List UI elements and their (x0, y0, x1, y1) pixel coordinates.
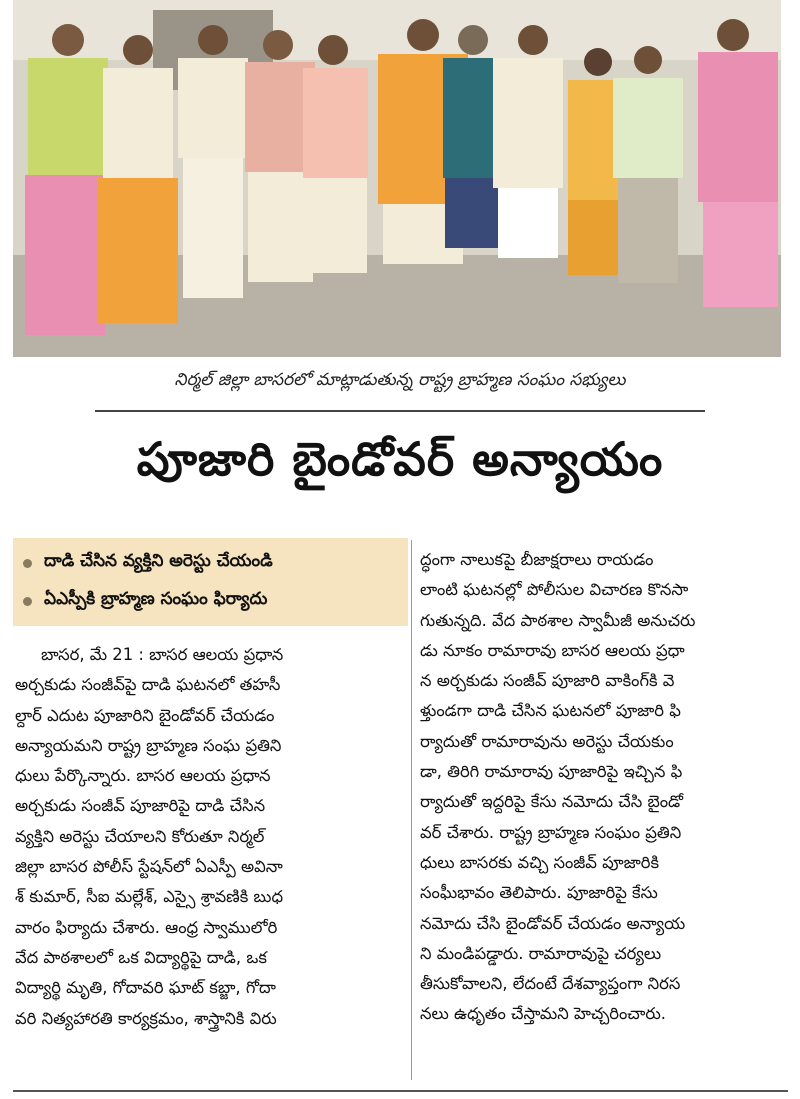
body-line: ద్ధంగా నాలుకపై బీజాక్షరాలు రాయడం (420, 550, 654, 569)
body-line: అర్చకుడు సంజీవ్‌పై దాడి ఘటనలో తహసీ (15, 675, 281, 695)
highlight-item (23, 544, 398, 582)
body-line: ధులు పేర్కొన్నారు. బాసర ఆలయ ప్రధాన (15, 766, 271, 786)
body-line: జిల్లా బాసర పోలీస్ స్టేషన్‌లో ఏఎస్పీ అవినా (15, 857, 283, 877)
body-line: వరి నిత్యహారతి కార్యక్రమం, శాస్త్రానికి విరు (15, 1008, 277, 1028)
bullet-icon (23, 597, 32, 606)
body-line: నమోదు చేసి బైండోవర్ చేయడం అన్యాయ (420, 913, 686, 933)
body-line: గుతున్నది. వేద పాఠశాల స్వామీజీ అనుచరు (420, 610, 696, 630)
body-line: డు నూకం రామారావు బాసర ఆలయ ప్రధా (420, 640, 685, 660)
highlight-text: దాడి చేసిన వ్యక్తిని అరెస్టు చేయండి (44, 551, 273, 571)
article-headline: పూజారి బైండోవర్ అన్యాయం (136, 432, 664, 486)
body-line: ర్యాదుతో రామారావును అరెస్టు చేయకుం (420, 731, 674, 751)
group-photo (13, 0, 781, 357)
body-line: అన్యాయమని రాష్ట్ర బ్రాహ్మణ సంఘ ప్రతిని (15, 735, 282, 755)
body-line: వ్యక్తిని అరెస్టు చేయాలని కోరుతూ నిర్మల్ (15, 826, 265, 846)
column-divider (411, 540, 412, 1080)
body-line: ధులు బాసరకు వచ్చి సంజీవ్ పూజారికి (420, 852, 659, 872)
body-line: ల్దార్ ఎదుట పూజారిని బైండోవర్ చేయడం (15, 705, 275, 725)
bullet-icon (23, 559, 32, 568)
bottom-divider (13, 1090, 788, 1092)
body-line: ళ్తుండగా దాడి చేసిన ఘటనలో పూజారి ఫి (420, 701, 681, 721)
body-line: బాసర, మే 21 : బాసర ఆలయ ప్రధాన (15, 645, 284, 664)
body-line: సంఘీభావం తెలిపారు. పూజారిపై కేసు (420, 883, 658, 903)
photo-caption: నిర్మల్ జిల్లా బాసరలో మాట్లాడుతున్న రాష్ట్ర బ్రాహ్మణ సంఘం సభ్యులు (174, 370, 626, 390)
body-line: డా, తిరిగి రామారావు పూజారిపై ఇచ్చిన ఫి (420, 762, 683, 782)
group-photo-icon (13, 0, 781, 357)
body-line: నలు ఉధృతం చేస్తామని హెచ్చరించారు. (420, 1004, 666, 1024)
body-line: వర్ చేశారు. రాష్ట్ర బ్రాహ్మణ సంఘం ప్రతిని (420, 822, 682, 842)
highlights-box (13, 538, 408, 626)
body-line: ర్యాదుతో ఇద్దరిపై కేసు నమోదు చేసి బైండో (420, 792, 684, 812)
article-body-left-column (15, 640, 400, 1034)
highlight-item (23, 582, 398, 620)
body-line: అర్చకుడు సంజీవ్ పూజారిపై దాడి చేసిన (15, 796, 266, 816)
article-body-right-column (420, 545, 788, 1030)
body-line: లాంటి ఘటనల్లో పోలీసుల విచారణ కొనసా (420, 580, 689, 600)
highlight-text: ఏఎస్పీకి బ్రాహ్మణ సంఘం ఫిర్యాదు (44, 589, 268, 609)
body-line: శ్ కుమార్, సీఐ మల్లేశ్, ఎస్సై శ్రావణికి బుధ (15, 887, 284, 907)
body-line: వేద పాఠశాలలో ఒక విద్యార్థిపై దాడి, ఒక (15, 947, 267, 967)
body-line: వారం ఫిర్యాదు చేశారు. ఆంధ్ర స్వాములోరి (15, 917, 278, 937)
body-line: విద్యార్థి మృతి, గోదావరి ఘాట్ కబ్జా, గోదా (15, 978, 276, 998)
body-line: ని మండిపడ్డారు. రామారావుపై చర్యలు (420, 943, 662, 963)
caption-divider (95, 410, 705, 412)
body-line: తీసుకోవాలని, లేదంటే దేశవ్యాప్తంగా నిరస (420, 974, 681, 994)
body-line: న అర్చకుడు సంజీవ్ పూజారి వాకింగ్‌కి వె (420, 671, 675, 691)
